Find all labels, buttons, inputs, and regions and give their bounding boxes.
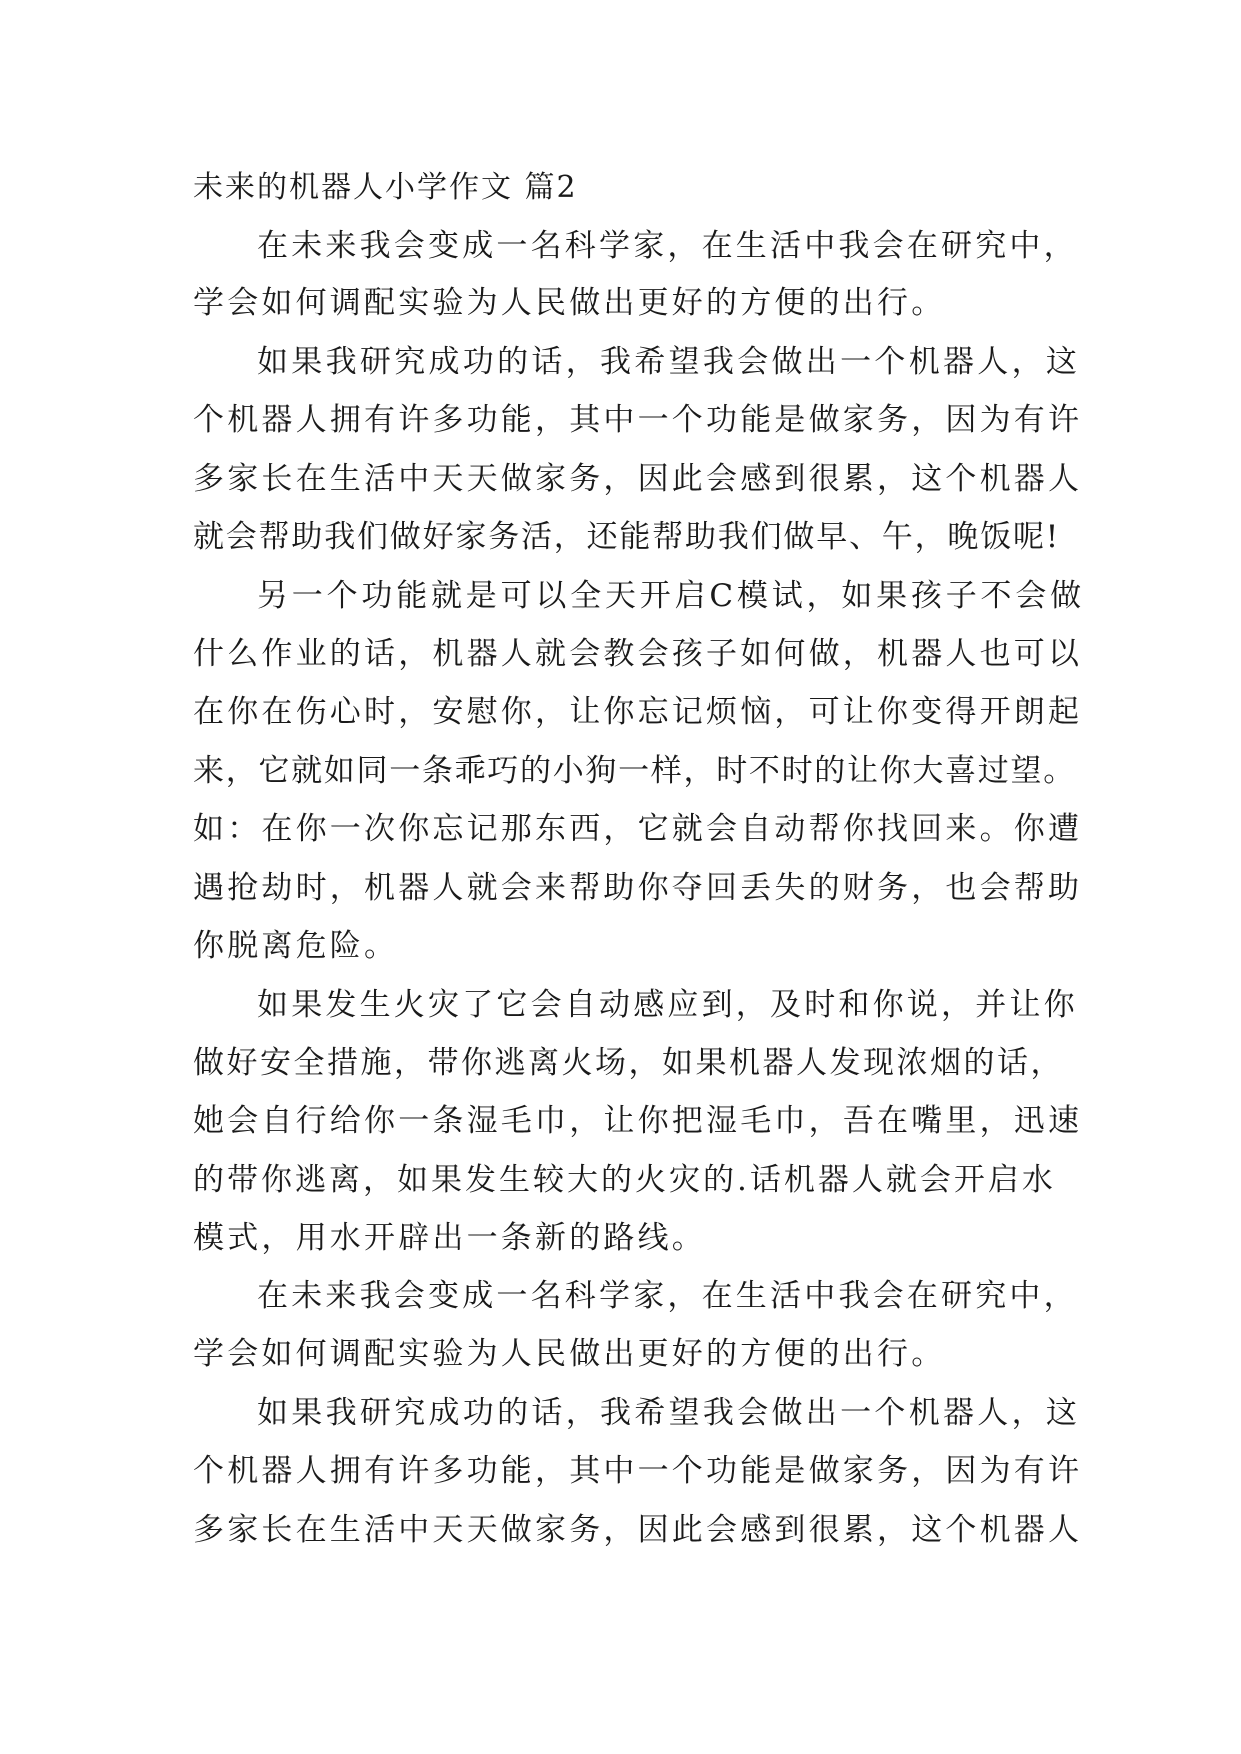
text-line: 学会如何调配实验为人民做出更好的方便的出行。 bbox=[193, 285, 946, 321]
text-line: 个机器人拥有许多功能，其中一个功能是做家务，因为有许 bbox=[193, 1453, 1083, 1489]
text-line: 多家长在生活中天天做家务，因此会感到很累，这个机器人 bbox=[193, 461, 1083, 497]
text-line: 模式，用水开辟出一条新的路线。 bbox=[193, 1220, 706, 1256]
text-line: 就会帮助我们做好家务活，还能帮助我们做早、午，晚饭呢! bbox=[193, 519, 1061, 555]
text-line: 遇抢劫时，机器人就会来帮助你夺回丢失的财务，也会帮助 bbox=[193, 870, 1083, 906]
text-line: 如果我研究成功的话，我希望我会做出一个机器人，这 bbox=[257, 344, 1081, 380]
text-line: 你脱离危险。 bbox=[193, 928, 399, 964]
text-line: 在你在伤心时，安慰你，让你忘记烦恼，可让你变得开朗起 bbox=[193, 694, 1083, 730]
text-line: 多家长在生活中天天做家务，因此会感到很累，这个机器人 bbox=[193, 1512, 1083, 1548]
text-line: 她会自行给你一条湿毛巾，让你把湿毛巾，吾在嘴里，迅速 bbox=[193, 1103, 1083, 1139]
document-title: 未来的机器人小学作文 篇2 bbox=[193, 170, 578, 205]
text-line: 来，它就如同一条乖巧的小狗一样，时不时的让你大喜过望。 bbox=[193, 753, 1076, 789]
text-line: 如果发生火灾了它会自动感应到，及时和你说，并让你 bbox=[257, 987, 1078, 1023]
text-line: 在未来我会变成一名科学家，在生活中我会在研究中， bbox=[257, 228, 1078, 264]
text-line: 学会如何调配实验为人民做出更好的方便的出行。 bbox=[193, 1336, 946, 1372]
text-line: 的带你逃离，如果发生较大的火灾的.话机器人就会开启水 bbox=[193, 1162, 1056, 1198]
text-line: 个机器人拥有许多功能，其中一个功能是做家务，因为有许 bbox=[193, 402, 1083, 438]
text-line: 在未来我会变成一名科学家，在生活中我会在研究中， bbox=[257, 1278, 1078, 1314]
text-line: 如：在你一次你忘记那东西，它就会自动帮你找回来。你遭 bbox=[193, 811, 1083, 847]
text-line: 什么作业的话，机器人就会教会孩子如何做，机器人也可以 bbox=[193, 636, 1083, 672]
text-line: 另一个功能就是可以全天开启C模试，如果孩子不会做 bbox=[257, 578, 1085, 614]
text-line: 如果我研究成功的话，我希望我会做出一个机器人，这 bbox=[257, 1395, 1081, 1431]
text-line: 做好安全措施，带你逃离火场，如果机器人发现浓烟的话， bbox=[193, 1045, 1064, 1081]
